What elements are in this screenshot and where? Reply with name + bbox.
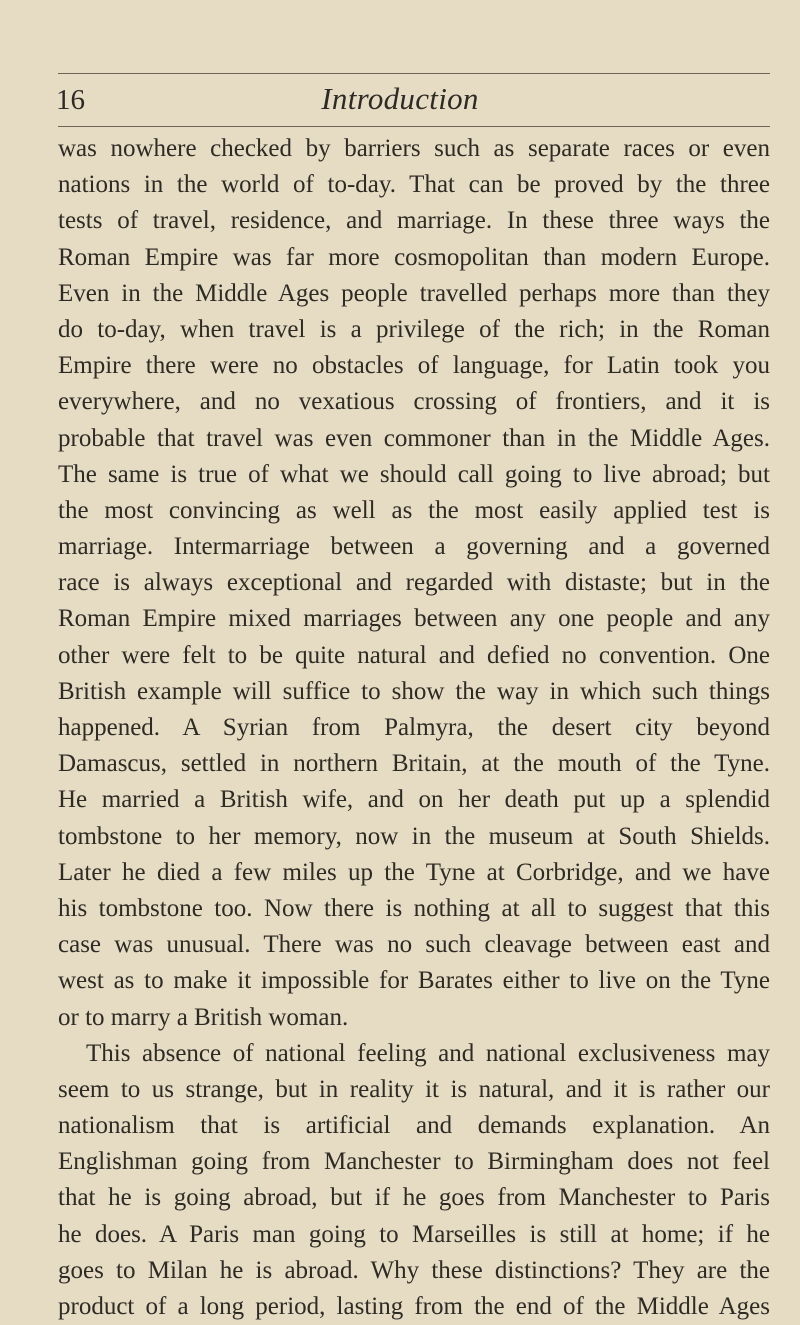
text-line: Damascus, settled in northern Britain, at the mouth of the Tyne.: [58, 750, 770, 778]
text-line: The same is true of what we should call going to live abroad; but: [58, 460, 770, 488]
header-bottom-rule: [58, 126, 770, 127]
text-line: Empire there were no obstacles of language, for Latin took you: [58, 352, 770, 380]
text-line: This absence of national feeling and national exclusiveness may: [86, 1039, 770, 1067]
paragraph: [58, 1036, 770, 1325]
text-line: or to marry a British woman.: [58, 1003, 349, 1031]
text-line: He married a British wife, and on her death put up a splendid: [58, 786, 770, 814]
paragraph: [58, 131, 770, 1036]
text-line: British example will suffice to show the way in which such things: [58, 677, 770, 705]
text-line: Roman Empire mixed marriages between any one people and any: [58, 605, 770, 633]
text-line: marriage. Intermarriage between a governing and a governed: [58, 533, 770, 561]
text-line: race is always exceptional and regarded with distaste; but in the: [58, 569, 770, 597]
text-line: goes to Milan he is abroad. Why these distinctions? They are the: [58, 1256, 770, 1284]
text-line: his tombstone too. Now there is nothing at all to suggest that this: [58, 894, 770, 922]
text-line: probable that travel was even commoner than in the Middle Ages.: [58, 424, 770, 452]
text-line: Even in the Middle Ages people travelled perhaps more than they: [58, 279, 770, 307]
text-line: the most convincing as well as the most easily applied test is: [58, 496, 770, 524]
body-text: [58, 131, 770, 1325]
header-top-rule: [58, 73, 770, 74]
text-line: case was unusual. There was no such cleavage between east and: [58, 931, 770, 959]
text-line: that he is going abroad, but if he goes from Manchester to Paris: [58, 1184, 770, 1212]
text-line: product of a long period, lasting from the end of the Middle Ages: [58, 1293, 770, 1320]
text-line: he does. A Paris man going to Marseilles is still at home; if he: [58, 1220, 770, 1248]
text-line: do to-day, when travel is a privilege of the rich; in the Roman: [58, 315, 770, 343]
page-number: 16: [56, 84, 85, 116]
text-line: Englishman going from Manchester to Birmingham does not feel: [58, 1148, 770, 1176]
text-line: nationalism that is artificial and demands explanation. An: [58, 1112, 770, 1140]
text-line: Later he died a few miles up the Tyne at Corbridge, and we have: [58, 858, 770, 886]
text-line: Roman Empire was far more cosmopolitan than modern Europe.: [58, 243, 770, 271]
running-head: Introduction: [321, 81, 479, 116]
text-line: nations in the world of to-day. That can be proved by the three: [58, 171, 770, 199]
text-line: seem to us strange, but in reality it is natural, and it is rather our: [58, 1075, 770, 1103]
text-line: other were felt to be quite natural and defied no convention. One: [58, 641, 770, 669]
text-line: happened. A Syrian from Palmyra, the desert city beyond: [58, 714, 770, 741]
text-line: west as to make it impossible for Barates either to live on the Tyne: [58, 967, 770, 995]
text-line: tests of travel, residence, and marriage. In these three ways the: [58, 207, 770, 235]
text-line: was nowhere checked by barriers such as separate races or even: [58, 135, 770, 162]
text-line: everywhere, and no vexatious crossing of frontiers, and it is: [58, 388, 770, 416]
text-line: tombstone to her memory, now in the museum at South Shields.: [58, 822, 770, 850]
